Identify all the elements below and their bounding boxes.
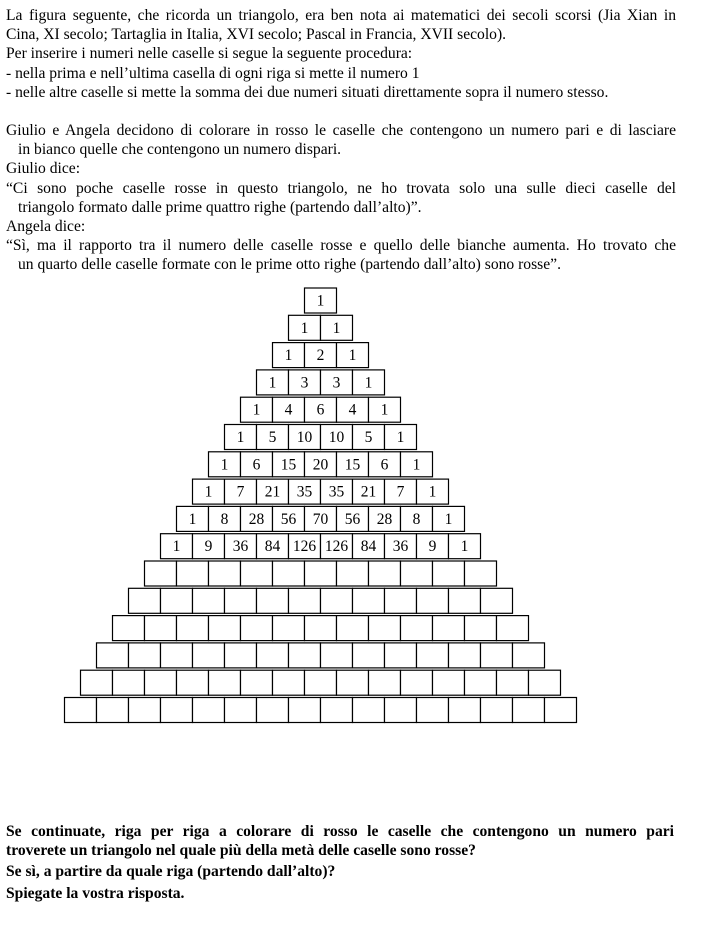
triangle-cell bbox=[353, 479, 385, 504]
triangle-cell bbox=[257, 643, 289, 668]
triangle-cell bbox=[385, 425, 417, 450]
triangle-cell-value: 1 bbox=[460, 538, 469, 556]
triangle-cell-value: 56 bbox=[280, 510, 297, 528]
triangle-cell-box bbox=[289, 588, 321, 613]
triangle-cell-value: 6 bbox=[252, 456, 261, 474]
triangle-cell-value: 126 bbox=[292, 538, 317, 556]
triangle-cell bbox=[305, 561, 337, 586]
triangle-cell-box bbox=[273, 616, 305, 641]
triangle-cell bbox=[97, 643, 129, 668]
triangle-cell-box bbox=[241, 616, 273, 641]
triangle-cell-box bbox=[401, 561, 433, 586]
triangle-cell-value: 4 bbox=[348, 401, 357, 419]
triangle-cell-box bbox=[81, 670, 113, 695]
triangle-cell bbox=[241, 397, 273, 422]
triangle-cell-value: 1 bbox=[236, 429, 245, 446]
triangle-cell-box bbox=[113, 616, 145, 641]
triangle-cell-value: 28 bbox=[248, 510, 265, 528]
question-row: Se sì, a partire da quale riga (partendo dall’alto)? bbox=[6, 863, 336, 881]
triangle-cell-value: 126 bbox=[324, 538, 349, 556]
triangle-cell bbox=[481, 588, 513, 613]
triangle-cell bbox=[385, 479, 417, 504]
question-text bbox=[6, 822, 674, 903]
triangle-cell bbox=[273, 397, 305, 422]
triangle-cell-box bbox=[177, 561, 209, 586]
triangle-cell bbox=[369, 670, 401, 695]
triangle-cell bbox=[305, 343, 337, 368]
triangle-cell-value: 1 bbox=[332, 319, 341, 337]
angela-quote: un quarto delle caselle formate con le prime otto righe (partendo dall’alto) sono rosse”. bbox=[18, 256, 561, 274]
triangle-cell-box bbox=[273, 670, 305, 695]
triangle-cell-box bbox=[321, 643, 353, 668]
triangle-cell bbox=[417, 534, 449, 559]
triangle-cell bbox=[433, 616, 465, 641]
angela-label: Angela dice: bbox=[6, 218, 86, 236]
triangle-cell bbox=[209, 670, 241, 695]
triangle-cell-box bbox=[417, 588, 449, 613]
triangle-cell bbox=[385, 534, 417, 559]
triangle-cell bbox=[401, 506, 433, 531]
triangle-cell-box bbox=[529, 670, 561, 695]
triangle-cell bbox=[385, 643, 417, 668]
triangle-cell bbox=[337, 397, 369, 422]
triangle-cell-value: 56 bbox=[344, 510, 361, 528]
triangle-cell bbox=[273, 506, 305, 531]
triangle-cell bbox=[257, 479, 289, 504]
triangle-cell bbox=[529, 670, 561, 695]
triangle-cell-value: 1 bbox=[204, 483, 213, 501]
triangle-cell-box bbox=[321, 698, 353, 723]
triangle-cell bbox=[289, 315, 321, 340]
triangle-cell bbox=[161, 534, 193, 559]
triangle-cell bbox=[225, 588, 257, 613]
triangle-cell bbox=[417, 588, 449, 613]
triangle-cell bbox=[433, 670, 465, 695]
triangle-cell bbox=[289, 370, 321, 395]
triangle-cell bbox=[257, 698, 289, 723]
triangle-cell-value: 1 bbox=[300, 319, 309, 337]
triangle-cell-box bbox=[241, 670, 273, 695]
triangle-cell bbox=[225, 479, 257, 504]
triangle-cell-box bbox=[449, 643, 481, 668]
triangle-cell bbox=[417, 643, 449, 668]
angela-quote: “Sì, ma il rapporto tra il numero delle caselle rosse e quello delle bianche aumenta. Ho trovato che bbox=[6, 237, 676, 255]
triangle-cell bbox=[209, 561, 241, 586]
triangle-cell bbox=[113, 670, 145, 695]
triangle-cell-box bbox=[129, 643, 161, 668]
triangle-cell bbox=[369, 616, 401, 641]
triangle-cell bbox=[321, 479, 353, 504]
triangle-cell bbox=[289, 643, 321, 668]
triangle-cell bbox=[161, 698, 193, 723]
triangle-cell-value: 1 bbox=[364, 374, 373, 392]
triangle-cell-box bbox=[513, 643, 545, 668]
triangle-cell bbox=[353, 534, 385, 559]
triangle-cell bbox=[305, 288, 337, 313]
triangle-cell bbox=[289, 698, 321, 723]
triangle-cell-box bbox=[305, 616, 337, 641]
triangle-cell-value: 9 bbox=[428, 538, 437, 556]
triangle-cell-box bbox=[337, 616, 369, 641]
triangle-cell-value: 2 bbox=[316, 347, 325, 365]
triangle-cell-value: 1 bbox=[412, 456, 421, 474]
triangle-cell bbox=[129, 588, 161, 613]
triangle-cell-value: 35 bbox=[328, 483, 345, 501]
triangle-cell-box bbox=[161, 698, 193, 723]
triangle-cell-box bbox=[145, 561, 177, 586]
triangle-cell-box bbox=[369, 670, 401, 695]
triangle-cell-value: 6 bbox=[380, 456, 389, 474]
intro-line: La figura seguente, che ricorda un triangolo, era ben nota ai matematici dei secoli scorsi (Jia Xian in bbox=[6, 7, 676, 24]
triangle-cell bbox=[465, 670, 497, 695]
triangle-cell bbox=[321, 643, 353, 668]
triangle-cell bbox=[193, 643, 225, 668]
rule-sum: - nelle altre caselle si mette la somma dei due numeri situati direttamente sopra il numero stesso. bbox=[6, 83, 609, 101]
triangle-cell-value: 70 bbox=[312, 510, 329, 528]
triangle-cell bbox=[241, 452, 273, 477]
triangle-cell-box bbox=[289, 643, 321, 668]
triangle-cell-box bbox=[433, 670, 465, 695]
triangle-cell bbox=[337, 452, 369, 477]
triangle-cell bbox=[385, 698, 417, 723]
triangle-cell bbox=[193, 534, 225, 559]
triangle-cell-box bbox=[273, 561, 305, 586]
triangle-cell bbox=[369, 452, 401, 477]
triangle-cell bbox=[353, 698, 385, 723]
triangle-cell bbox=[337, 343, 369, 368]
triangle-cell-value: 10 bbox=[328, 429, 345, 446]
triangle-cell bbox=[241, 670, 273, 695]
triangle-cell bbox=[193, 479, 225, 504]
triangle-cell bbox=[353, 370, 385, 395]
triangle-cell bbox=[177, 670, 209, 695]
triangle-cell-box bbox=[433, 616, 465, 641]
triangle-cell-box bbox=[369, 561, 401, 586]
triangle-cell bbox=[193, 588, 225, 613]
triangle-cell-box bbox=[353, 698, 385, 723]
triangle-cell-box bbox=[65, 698, 97, 723]
triangle-cell-box bbox=[209, 561, 241, 586]
giulio-quote: triangolo formato dalle prime quattro righe (partendo dall’alto)”. bbox=[18, 198, 422, 216]
triangle-cell-value: 5 bbox=[364, 429, 373, 446]
triangle-cell-value: 1 bbox=[444, 510, 453, 528]
triangle-cell-box bbox=[289, 698, 321, 723]
triangle-cell-box bbox=[193, 588, 225, 613]
triangle-cell bbox=[241, 616, 273, 641]
triangle-cell bbox=[209, 506, 241, 531]
triangle-cell bbox=[401, 561, 433, 586]
triangle-cell-value: 9 bbox=[204, 538, 213, 556]
triangle-cell-box bbox=[145, 670, 177, 695]
triangle-cell bbox=[369, 397, 401, 422]
triangle-cell bbox=[513, 698, 545, 723]
triangle-cell bbox=[449, 698, 481, 723]
triangle-cell-value: 1 bbox=[316, 292, 325, 310]
triangle-cell bbox=[465, 561, 497, 586]
triangle-cell bbox=[289, 479, 321, 504]
triangle-cell-box bbox=[177, 670, 209, 695]
triangle-cell-box bbox=[481, 643, 513, 668]
triangle-cell bbox=[417, 479, 449, 504]
triangle-cell bbox=[401, 670, 433, 695]
triangle-cell-box bbox=[385, 698, 417, 723]
triangle-cell bbox=[257, 370, 289, 395]
triangle-cell bbox=[273, 343, 305, 368]
triangle-cell-box bbox=[193, 643, 225, 668]
triangle-cell-value: 1 bbox=[284, 347, 293, 365]
triangle-cell bbox=[321, 425, 353, 450]
triangle-cell bbox=[209, 452, 241, 477]
triangle-cell bbox=[465, 616, 497, 641]
triangle-cell bbox=[433, 561, 465, 586]
triangle-cell-value: 10 bbox=[296, 429, 313, 446]
triangle-cell-value: 84 bbox=[360, 538, 377, 556]
triangle-cell-value: 5 bbox=[268, 429, 277, 446]
triangle-cell-box bbox=[465, 616, 497, 641]
triangle-cell bbox=[337, 670, 369, 695]
triangle-cell bbox=[289, 534, 321, 559]
triangle-cell bbox=[241, 561, 273, 586]
triangle-cell bbox=[225, 698, 257, 723]
triangle-cell-box bbox=[449, 698, 481, 723]
triangle-cell-box bbox=[481, 588, 513, 613]
triangle-cell bbox=[353, 425, 385, 450]
triangle-cell bbox=[449, 534, 481, 559]
triangle-cell-box bbox=[257, 698, 289, 723]
question-line: troverete un triangolo nel quale più della metà delle caselle sono rosse? bbox=[6, 842, 476, 860]
triangle-cell-box bbox=[497, 670, 529, 695]
triangle-cell-box bbox=[449, 588, 481, 613]
triangle-cell bbox=[369, 561, 401, 586]
triangle-cell bbox=[241, 506, 273, 531]
triangle-cell-box bbox=[129, 588, 161, 613]
triangle-cell-box bbox=[353, 643, 385, 668]
triangle-cell-box bbox=[241, 561, 273, 586]
triangle-cell-value: 8 bbox=[220, 510, 229, 528]
triangle-cell bbox=[321, 698, 353, 723]
triangle-cell-value: 1 bbox=[172, 538, 181, 556]
triangle-cell bbox=[337, 561, 369, 586]
triangle-cell bbox=[401, 616, 433, 641]
triangle-cell-value: 8 bbox=[412, 510, 421, 528]
triangle-cell-value: 4 bbox=[284, 401, 293, 419]
triangle-cell-box bbox=[257, 588, 289, 613]
rule-first-last: - nella prima e nell’ultima casella di ogni riga si mette il numero 1 bbox=[6, 64, 420, 82]
triangle-cell-value: 1 bbox=[268, 374, 277, 392]
triangle-cell-box bbox=[337, 670, 369, 695]
triangle-cell bbox=[145, 670, 177, 695]
triangle-cell-value: 36 bbox=[392, 538, 409, 556]
triangle-cell bbox=[321, 588, 353, 613]
triangle-cell-value: 7 bbox=[396, 483, 405, 501]
triangle-cell-box bbox=[193, 698, 225, 723]
triangle-cell bbox=[289, 588, 321, 613]
triangle-cell-value: 21 bbox=[264, 483, 281, 501]
triangle-cell bbox=[289, 425, 321, 450]
triangle-cell bbox=[161, 588, 193, 613]
intro-line: Cina, XI secolo; Tartaglia in Italia, XVI secolo; Pascal in Francia, XVII secolo). bbox=[6, 26, 507, 44]
triangle-cell bbox=[177, 616, 209, 641]
triangle-cell-value: 1 bbox=[348, 347, 357, 365]
triangle-cell-value: 3 bbox=[332, 374, 341, 392]
triangle-cell bbox=[353, 588, 385, 613]
triangle-cell-value: 36 bbox=[232, 538, 249, 556]
triangle-cell bbox=[145, 616, 177, 641]
triangle-cell-box bbox=[465, 561, 497, 586]
giulio-quote: “Ci sono poche caselle rosse in questo triangolo, ne ho trovata solo una sulle dieci caselle del bbox=[6, 179, 676, 197]
triangle-cell bbox=[417, 698, 449, 723]
triangle-cell-value: 1 bbox=[428, 483, 437, 501]
coloring-line: Giulio e Angela decidono di colorare in rosso le caselle che contengono un numero pari e di lasciare bbox=[6, 122, 676, 140]
triangle-cell bbox=[481, 643, 513, 668]
triangle-cell bbox=[305, 452, 337, 477]
triangle-cell-box bbox=[225, 588, 257, 613]
triangle-cell-box bbox=[225, 698, 257, 723]
triangle-cell-value: 1 bbox=[220, 456, 229, 474]
triangle-cell bbox=[321, 370, 353, 395]
triangle-cell-value: 84 bbox=[264, 538, 281, 556]
question-line: Se continuate, riga per riga a colorare di rosso le caselle che contengono un numero pari bbox=[6, 823, 674, 840]
question-explain: Spiegate la vostra risposta. bbox=[6, 884, 185, 902]
triangle-cell bbox=[161, 643, 193, 668]
triangle-cell-value: 6 bbox=[316, 401, 325, 419]
triangle-cell-value: 7 bbox=[236, 483, 245, 501]
triangle-cell-box bbox=[353, 588, 385, 613]
triangle-cell bbox=[273, 561, 305, 586]
triangle-cell-box bbox=[417, 643, 449, 668]
triangle-cell bbox=[273, 616, 305, 641]
triangle-cell bbox=[209, 616, 241, 641]
triangle-cell-value: 1 bbox=[252, 401, 261, 419]
triangle-cell bbox=[225, 425, 257, 450]
triangle-cell bbox=[433, 506, 465, 531]
triangle-cell bbox=[449, 588, 481, 613]
triangle-cell-value: 15 bbox=[344, 456, 361, 474]
triangle-cell bbox=[385, 588, 417, 613]
triangle-cell-box bbox=[209, 616, 241, 641]
triangle-cell-box bbox=[305, 670, 337, 695]
triangle-cell bbox=[273, 670, 305, 695]
triangle-cell-box bbox=[385, 643, 417, 668]
triangle-cell bbox=[545, 698, 577, 723]
triangle-cell bbox=[257, 425, 289, 450]
triangle-cell-box bbox=[225, 643, 257, 668]
triangle-cell-box bbox=[369, 616, 401, 641]
triangle-cell bbox=[177, 506, 209, 531]
triangle-cell bbox=[401, 452, 433, 477]
triangle-cell bbox=[449, 643, 481, 668]
triangle-cell-value: 15 bbox=[280, 456, 297, 474]
triangle-cell bbox=[337, 616, 369, 641]
triangle-cell-box bbox=[321, 588, 353, 613]
triangle-cell-box bbox=[97, 698, 129, 723]
triangle-cell-value: 3 bbox=[300, 374, 309, 392]
triangle-cell-box bbox=[177, 616, 209, 641]
triangle-cell-box bbox=[161, 588, 193, 613]
triangle-cell bbox=[257, 534, 289, 559]
triangle-cell bbox=[81, 670, 113, 695]
triangle-cell-box bbox=[113, 670, 145, 695]
triangle-cell bbox=[305, 670, 337, 695]
triangle-cell bbox=[321, 534, 353, 559]
triangle-cell-box bbox=[97, 643, 129, 668]
triangle-cell-value: 35 bbox=[296, 483, 313, 501]
triangle-cell-box bbox=[257, 643, 289, 668]
triangle-cell-box bbox=[545, 698, 577, 723]
triangle-cell bbox=[369, 506, 401, 531]
triangle-cell bbox=[337, 506, 369, 531]
triangle-cell-box bbox=[129, 698, 161, 723]
triangle-cell bbox=[193, 698, 225, 723]
triangle-cell-value: 1 bbox=[188, 510, 197, 528]
triangle-cell-box bbox=[417, 698, 449, 723]
giulio-label: Giulio dice: bbox=[6, 160, 81, 178]
triangle-cell-box bbox=[401, 616, 433, 641]
triangle-cell bbox=[513, 643, 545, 668]
procedure-intro: Per inserire i numeri nelle caselle si segue la seguente procedura: bbox=[6, 45, 413, 63]
triangle-cell-box bbox=[513, 698, 545, 723]
triangle-cell bbox=[129, 698, 161, 723]
triangle-cell bbox=[129, 643, 161, 668]
triangle-cell bbox=[497, 616, 529, 641]
triangle-cell bbox=[305, 506, 337, 531]
triangle-cell bbox=[497, 670, 529, 695]
triangle-cell bbox=[145, 561, 177, 586]
triangle-cell bbox=[273, 452, 305, 477]
triangle-cell-box bbox=[161, 643, 193, 668]
triangle-cell-value: 28 bbox=[376, 510, 393, 528]
triangle-cell bbox=[225, 534, 257, 559]
triangle-cell bbox=[305, 397, 337, 422]
triangle-cell-value: 21 bbox=[360, 483, 377, 501]
triangle-cell-box bbox=[465, 670, 497, 695]
triangle-cell-value: 1 bbox=[396, 429, 405, 446]
triangle-cell-box bbox=[401, 670, 433, 695]
triangle-cell-box bbox=[385, 588, 417, 613]
triangle-cell bbox=[177, 561, 209, 586]
triangle-cell-value: 1 bbox=[380, 401, 389, 419]
triangle-cell bbox=[257, 588, 289, 613]
triangle-cell-box bbox=[481, 698, 513, 723]
triangle-cell bbox=[113, 616, 145, 641]
triangle-cell bbox=[353, 643, 385, 668]
triangle-cell bbox=[305, 616, 337, 641]
triangle-cell-box bbox=[305, 561, 337, 586]
triangle-cell-value: 20 bbox=[312, 456, 329, 474]
triangle-cell-box bbox=[337, 561, 369, 586]
triangle-cell bbox=[225, 643, 257, 668]
triangle-cell-box bbox=[145, 616, 177, 641]
coloring-line: in bianco quelle che contengono un numero dispari. bbox=[18, 141, 342, 159]
triangle-cell-box bbox=[497, 616, 529, 641]
triangle-cell-box bbox=[209, 670, 241, 695]
triangle-cell bbox=[481, 698, 513, 723]
triangle-cell-box bbox=[433, 561, 465, 586]
triangle-cell bbox=[97, 698, 129, 723]
triangle-cell bbox=[65, 698, 97, 723]
triangle-cell bbox=[321, 315, 353, 340]
